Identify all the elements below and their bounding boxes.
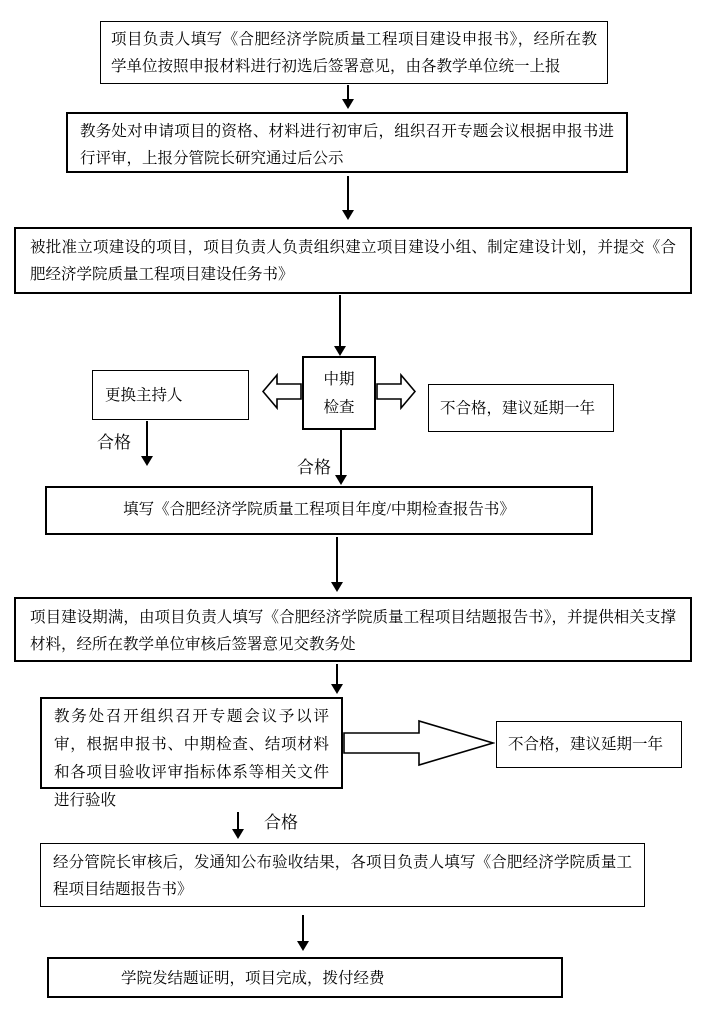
down-arrow-left-pass bbox=[141, 421, 153, 466]
down-arrow-bottom-pass bbox=[232, 812, 244, 839]
down-arrow-center-pass bbox=[335, 430, 347, 485]
pass-label-bottom: 合格 bbox=[264, 813, 298, 832]
block-arrow-big-right-icon bbox=[343, 719, 495, 767]
step-7-box bbox=[40, 843, 645, 907]
step-5-box bbox=[14, 597, 692, 662]
pass-label-left: 合格 bbox=[97, 433, 131, 452]
arrowhead-icon bbox=[335, 475, 347, 485]
down-arrow-5 bbox=[331, 664, 343, 694]
midterm-check-line1: 中期 bbox=[323, 371, 355, 388]
step-4-box bbox=[45, 486, 593, 535]
step-3-box bbox=[14, 227, 692, 294]
step-8-box bbox=[47, 957, 563, 998]
midterm-fail-box bbox=[428, 384, 614, 432]
down-arrow-6 bbox=[297, 915, 309, 951]
arrowhead-icon bbox=[232, 829, 244, 839]
step-2-text: 教务处对申请项目的资格、材料进行初审后，组织召开专题会议根据申报书进行评审，上报分管院长研究通过后公示 bbox=[80, 123, 614, 167]
block-arrow-right-icon bbox=[376, 373, 416, 410]
step-5-text: 项目建设期满，由项目负责人填写《合肥经济学院质量工程项目结题报告书》，并提供相关支撑材料，经所在教学单位审核后签署意见交教务处 bbox=[30, 609, 676, 653]
midterm-check-line2: 检查 bbox=[323, 399, 355, 416]
step-6-text: 教务处召开组织召开专题会议予以评审，根据申报书、中期检查、结项材料和各项目验收评审指标体系等相关文件进行验收 bbox=[54, 708, 329, 809]
step-3-text: 被批准立项建设的项目，项目负责人负责组织建立项目建设小组、制定建设计划，并提交《合肥经济学院质量工程项目建设任务书》 bbox=[30, 239, 676, 283]
step-4-text: 填写《合肥经济学院质量工程项目年度/中期检查报告书》 bbox=[123, 501, 515, 518]
step-1-box bbox=[100, 21, 608, 84]
arrowhead-icon bbox=[141, 456, 153, 466]
down-arrow-3 bbox=[334, 295, 346, 356]
arrowhead-icon bbox=[297, 941, 309, 951]
block-arrow-left-icon bbox=[262, 373, 302, 410]
pass-label-center: 合格 bbox=[297, 458, 331, 477]
midterm-check-box bbox=[302, 356, 376, 430]
arrowhead-icon bbox=[342, 210, 354, 220]
acceptance-fail-box bbox=[496, 721, 682, 768]
arrowhead-icon bbox=[334, 346, 346, 356]
down-arrow-2 bbox=[342, 176, 354, 220]
step-7-text: 经分管院长审核后，发通知公布验收结果，各项目负责人填写《合肥经济学院质量工程项目结题报告书》 bbox=[53, 854, 632, 898]
step-8-text: 学院发结题证明，项目完成，拨付经费 bbox=[121, 970, 385, 987]
down-arrow-1 bbox=[342, 85, 354, 109]
step-6-box bbox=[40, 697, 343, 809]
replace-leader-box bbox=[92, 370, 249, 420]
arrowhead-icon bbox=[331, 582, 343, 592]
down-arrow-4 bbox=[331, 537, 343, 592]
replace-leader-text: 更换主持人 bbox=[105, 386, 183, 404]
step-2-box bbox=[66, 112, 628, 173]
arrowhead-icon bbox=[331, 684, 343, 694]
acceptance-fail-text: 不合格，建议延期一年 bbox=[508, 736, 664, 753]
arrowhead-icon bbox=[342, 99, 354, 109]
step-1-text: 项目负责人填写《合肥经济学院质量工程项目建设申报书》，经所在教学单位按照申报材料进行初选后签署意见，由各教学单位统一上报 bbox=[111, 31, 597, 75]
midterm-fail-text: 不合格，建议延期一年 bbox=[440, 399, 596, 417]
